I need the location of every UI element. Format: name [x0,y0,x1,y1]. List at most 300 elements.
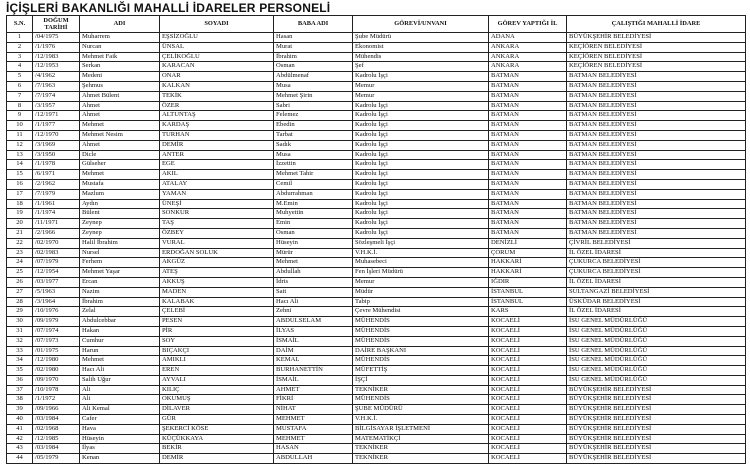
cell-father-name: M.Emin [274,199,353,209]
table-row [7,356,746,366]
cell-position: BİLGİSAYAR İŞLETMENİ [353,424,489,434]
cell-first-name: İbrahim [80,297,160,307]
cell-first-name: Ahmet [80,101,160,111]
table-row [7,121,746,131]
cell-first-name: Mehmet Faik [80,52,160,62]
cell-surname: PESEN [160,317,274,327]
cell-father-name: Ebedin [274,121,353,131]
cell-sn: 4 [7,62,33,72]
cell-surname: ALTUNTAŞ [160,111,274,121]
cell-sn: 37 [7,385,33,395]
cell-position: ŞUBE MÜDÜRÜ [353,405,489,415]
cell-position: Memur [353,81,489,91]
header-sn: S.N. [7,16,33,33]
cell-position: Kadrolu İşçi [353,150,489,160]
cell-position: Kadrolu İşçi [353,130,489,140]
cell-surname: KARDAŞ [160,121,274,131]
cell-surname: DİLAVER [160,405,274,415]
cell-local-authority: ÇUKURCA BELEDİYESİ [567,258,746,268]
cell-first-name: Hava [80,424,160,434]
cell-sn: 44 [7,454,33,464]
cell-sn: 22 [7,238,33,248]
cell-local-authority: BATMAN BELEDİYESİ [567,160,746,170]
cell-local-authority: BÜYÜKŞEHİR BELEDİYESİ [567,385,746,395]
cell-local-authority: ÜSKÜDAR BELEDİYESİ [567,297,746,307]
cell-first-name: Dicle [80,150,160,160]
table-row [7,81,746,91]
cell-province: KOCAELİ [489,346,567,356]
cell-sn: 6 [7,81,33,91]
cell-first-name: Mehmet [80,170,160,180]
cell-birth-date: /09/1979 [33,317,80,327]
cell-position: MATEMATİKÇİ [353,434,489,444]
cell-sn: 2 [7,42,33,52]
table-row [7,62,746,72]
cell-birth-date: /3/1969 [33,140,80,150]
cell-province: KOCAELİ [489,375,567,385]
table-row [7,415,746,425]
cell-father-name: Musa [274,150,353,160]
cell-first-name: İlyas [80,444,160,454]
cell-local-authority: BÜYÜKŞEHİR BELEDİYESİ [567,454,746,464]
cell-province: BATMAN [489,170,567,180]
cell-sn: 17 [7,189,33,199]
cell-local-authority: BATMAN BELEDİYESİ [567,170,746,180]
cell-surname: AKKUŞ [160,277,274,287]
cell-first-name: Ercan [80,277,160,287]
cell-birth-date: /5/1963 [33,287,80,297]
cell-first-name: Nazim [80,287,160,297]
cell-position: Kadrolu İşçi [353,111,489,121]
cell-surname: ÖZER [160,101,274,111]
table-row [7,150,746,160]
cell-sn: 42 [7,434,33,444]
cell-father-name: Mehmet Şirin [274,91,353,101]
table-header-row [7,16,746,33]
cell-position: Tabip [353,297,489,307]
cell-surname: YAMAN [160,189,274,199]
cell-first-name: Serkan [80,62,160,72]
cell-father-name: Musa [274,81,353,91]
cell-surname: ERDOĞAN SOLUK [160,248,274,258]
cell-sn: 23 [7,248,33,258]
cell-sn: 28 [7,297,33,307]
cell-position: Ekonomist [353,42,489,52]
cell-surname: EGE [160,160,274,170]
cell-local-authority: İSU GENEL MÜDÜRLÜĞÜ [567,317,746,327]
cell-position: MÜFETTİŞ [353,366,489,376]
cell-birth-date: /12/1971 [33,111,80,121]
cell-province: IĞDIR [489,277,567,287]
cell-sn: 39 [7,405,33,415]
cell-surname: KILIÇ [160,385,274,395]
cell-province: KARS [489,307,567,317]
cell-father-name: Sabri [274,101,353,111]
cell-father-name: AHMET [274,385,353,395]
cell-first-name: Hüseyin [80,434,160,444]
cell-first-name: Muharrem [80,33,160,43]
personnel-table [6,15,746,464]
cell-position: Kadrolu İşçi [353,199,489,209]
document-title: İÇİŞLERİ BAKANLIĞI MAHALLİ İDARELER PERSONELİ [6,1,331,15]
cell-father-name: Felemez [274,111,353,121]
cell-sn: 21 [7,228,33,238]
cell-local-authority: BATMAN BELEDİYESİ [567,111,746,121]
cell-father-name: Tarbat [274,130,353,140]
cell-province: İSTANBUL [489,287,567,297]
cell-first-name: Ahmet Bülent [80,91,160,101]
cell-position: MÜHENDİS [353,326,489,336]
table-row [7,444,746,454]
cell-province: KOCAELİ [489,444,567,454]
table-row [7,111,746,121]
cell-province: BATMAN [489,160,567,170]
cell-province: BATMAN [489,130,567,140]
header-surname: SOYADI [160,16,274,33]
cell-surname: PİR [160,326,274,336]
table-row [7,258,746,268]
cell-first-name: Halil İbrahim [80,238,160,248]
cell-province: BATMAN [489,72,567,82]
cell-first-name: Mehmet Nesim [80,130,160,140]
cell-father-name: İSMAİL [274,336,353,346]
cell-position: DAİRE BAŞKANI [353,346,489,356]
cell-birth-date: /1/1977 [33,121,80,131]
cell-surname: GÜR [160,415,274,425]
cell-father-name: Muhyettin [274,209,353,219]
cell-province: BATMAN [489,111,567,121]
cell-birth-date: /03/1984 [33,415,80,425]
cell-sn: 1 [7,33,33,43]
cell-first-name: Şehmus [80,81,160,91]
cell-province: ANKARA [489,52,567,62]
cell-father-name: Mürür [274,248,353,258]
cell-province: DENİZLİ [489,238,567,248]
cell-surname: ANTER [160,150,274,160]
cell-local-authority: BATMAN BELEDİYESİ [567,81,746,91]
table-row [7,277,746,287]
cell-sn: 7 [7,91,33,101]
cell-birth-date: /12/1970 [33,130,80,140]
cell-first-name: Medeni [80,72,160,82]
cell-local-authority: İSU GENEL MÜDÜRLÜĞÜ [567,375,746,385]
cell-father-name: Emin [274,219,353,229]
cell-sn: 40 [7,415,33,425]
cell-surname: TEKİK [160,91,274,101]
cell-sn: 34 [7,356,33,366]
cell-birth-date: /02/1980 [33,366,80,376]
cell-father-name: MEHMET [274,415,353,425]
cell-father-name: İSMAİL [274,375,353,385]
cell-birth-date: /03/1984 [33,444,80,454]
cell-local-authority: BATMAN BELEDİYESİ [567,219,746,229]
cell-birth-date: /4/1962 [33,72,80,82]
cell-birth-date: /07/1974 [33,326,80,336]
cell-surname: SOY [160,336,274,346]
cell-father-name: İLYAS [274,326,353,336]
cell-local-authority: İSU GENEL MÜDÜRLÜĞÜ [567,346,746,356]
cell-father-name: Murat [274,42,353,52]
cell-father-name: Hacı Ali [274,297,353,307]
cell-surname: AKIL [160,170,274,180]
table-row [7,91,746,101]
cell-father-name: ABDULSELAM [274,317,353,327]
cell-sn: 3 [7,52,33,62]
cell-birth-date: /12/1983 [33,52,80,62]
cell-father-name: DAİM [274,346,353,356]
cell-birth-date: /2/1966 [33,228,80,238]
table-row [7,238,746,248]
table-row [7,424,746,434]
cell-province: BATMAN [489,150,567,160]
cell-surname: DEMİR [160,454,274,464]
cell-sn: 24 [7,258,33,268]
cell-birth-date: /7/1979 [33,189,80,199]
cell-surname: AYVALI [160,375,274,385]
cell-position: Kadrolu İşçi [353,228,489,238]
table-row [7,33,746,43]
cell-position: MÜHENDİS [353,336,489,346]
cell-birth-date: /6/1971 [33,170,80,180]
cell-surname: BEKİR [160,444,274,454]
cell-birth-date: /12/1980 [33,356,80,366]
cell-local-authority: BATMAN BELEDİYESİ [567,130,746,140]
cell-sn: 8 [7,101,33,111]
cell-father-name: Osman [274,62,353,72]
table-row [7,160,746,170]
table-row [7,42,746,52]
cell-province: BATMAN [489,140,567,150]
cell-sn: 35 [7,366,33,376]
cell-local-authority: İL ÖZEL İDARESİ [567,307,746,317]
cell-surname: KARACAN [160,62,274,72]
cell-sn: 31 [7,326,33,336]
cell-sn: 9 [7,111,33,121]
cell-position: Çevre Mühendisi [353,307,489,317]
cell-local-authority: KEÇİÖREN BELEDİYESİ [567,52,746,62]
cell-position: Memur [353,277,489,287]
cell-sn: 41 [7,424,33,434]
cell-local-authority: BATMAN BELEDİYESİ [567,101,746,111]
cell-surname: ÜNSAL [160,42,274,52]
table-row [7,297,746,307]
cell-first-name: Cafer [80,415,160,425]
cell-first-name: Ali Kemal [80,405,160,415]
cell-province: HAKKARİ [489,258,567,268]
cell-province: ÇORUM [489,248,567,258]
cell-surname: OKUMUŞ [160,395,274,405]
cell-surname: KALKAN [160,81,274,91]
cell-father-name: FİKRİ [274,395,353,405]
cell-local-authority: İSU GENEL MÜDÜRLÜĞÜ [567,356,746,366]
cell-surname: MADEN [160,287,274,297]
cell-first-name: Kenan [80,454,160,464]
cell-local-authority: BATMAN BELEDİYESİ [567,72,746,82]
cell-surname: KALABAK [160,297,274,307]
table-row [7,405,746,415]
cell-surname: ATEŞ [160,268,274,278]
cell-province: ANKARA [489,62,567,72]
cell-province: KOCAELİ [489,356,567,366]
cell-birth-date: /10/1978 [33,385,80,395]
cell-province: BATMAN [489,189,567,199]
cell-first-name: Salih Uğur [80,375,160,385]
table-body [7,33,746,464]
cell-province: BATMAN [489,219,567,229]
cell-first-name: Mehmet Yaşar [80,268,160,278]
cell-sn: 30 [7,317,33,327]
cell-province: BATMAN [489,228,567,238]
cell-position: Kadrolu İşçi [353,179,489,189]
cell-father-name: MEHMET [274,434,353,444]
cell-birth-date: /3/1950 [33,150,80,160]
cell-province: KOCAELİ [489,326,567,336]
cell-position: V.H.K.İ. [353,248,489,258]
cell-position: Kadrolu İşçi [353,160,489,170]
cell-position: Muhasebeci [353,258,489,268]
cell-local-authority: BATMAN BELEDİYESİ [567,140,746,150]
cell-sn: 25 [7,268,33,278]
cell-birth-date: /05/1979 [33,454,80,464]
cell-birth-date: /02/1983 [33,248,80,258]
cell-father-name: Hüseyin [274,238,353,248]
cell-birth-date: /7/1974 [33,91,80,101]
cell-first-name: Hakan [80,326,160,336]
header-position: GÖREVİ/UNVANI [353,16,489,33]
table-row [7,130,746,140]
cell-birth-date: /09/1970 [33,375,80,385]
table-row [7,375,746,385]
cell-first-name: Gülseher [80,160,160,170]
cell-sn: 33 [7,346,33,356]
cell-local-authority: BATMAN BELEDİYESİ [567,209,746,219]
cell-first-name: Nursel [80,248,160,258]
cell-first-name: Zeynep [80,228,160,238]
cell-province: KOCAELİ [489,385,567,395]
cell-father-name: Abdullah [274,268,353,278]
cell-local-authority: BATMAN BELEDİYESİ [567,189,746,199]
table-row [7,395,746,405]
table-row [7,385,746,395]
cell-province: BATMAN [489,101,567,111]
cell-position: Müdür [353,287,489,297]
cell-local-authority: BÜYÜKŞEHİR BELEDİYESİ [567,395,746,405]
cell-province: BATMAN [489,179,567,189]
cell-birth-date: /2/1962 [33,179,80,189]
cell-province: BATMAN [489,121,567,131]
cell-surname: KÜÇÜKKAYA [160,434,274,444]
cell-first-name: Ahmet [80,111,160,121]
cell-position: Fen İşleri Müdürü [353,268,489,278]
cell-position: Kadrolu İşçi [353,72,489,82]
table-row [7,317,746,327]
cell-first-name: Ferhem [80,258,160,268]
cell-birth-date: /02/1970 [33,238,80,248]
cell-province: İSTANBUL [489,297,567,307]
cell-position: Memur [353,91,489,101]
cell-father-name: HASAN [274,444,353,454]
cell-father-name: BURHANETTİN [274,366,353,376]
cell-province: ADANA [489,33,567,43]
cell-sn: 36 [7,375,33,385]
header-first-name: ADI [80,16,160,33]
cell-birth-date: /1/1972 [33,395,80,405]
cell-province: KOCAELİ [489,434,567,444]
cell-father-name: ABDULLAH [274,454,353,464]
cell-surname: BIÇAKÇI [160,346,274,356]
cell-position: Şef [353,62,489,72]
cell-local-authority: BÜYÜKŞEHİR BELEDİYESİ [567,424,746,434]
cell-province: KOCAELİ [489,415,567,425]
cell-first-name: Harun [80,346,160,356]
cell-first-name: Abdulcebbar [80,317,160,327]
cell-local-authority: İL ÖZEL İDARESİ [567,277,746,287]
table-row [7,219,746,229]
cell-surname: ATALAY [160,179,274,189]
cell-father-name: İdris [274,277,353,287]
table-row [7,101,746,111]
cell-local-authority: İL ÖZEL İDARESİ [567,248,746,258]
cell-first-name: Cumhur [80,336,160,346]
cell-sn: 14 [7,160,33,170]
cell-local-authority: ÇİVRİL BELEDİYESİ [567,238,746,248]
cell-province: BATMAN [489,91,567,101]
table-row [7,52,746,62]
cell-sn: 10 [7,121,33,131]
cell-father-name: Abdurrahman [274,189,353,199]
cell-birth-date: /07/1973 [33,336,80,346]
cell-sn: 43 [7,444,33,454]
table-row [7,326,746,336]
cell-position: Kadrolu İşçi [353,209,489,219]
cell-birth-date: /10/1976 [33,307,80,317]
cell-local-authority: BÜYÜKŞEHİR BELEDİYESİ [567,33,746,43]
cell-province: KOCAELİ [489,336,567,346]
cell-local-authority: BATMAN BELEDİYESİ [567,199,746,209]
cell-position: Sözleşmeli İşçi [353,238,489,248]
cell-local-authority: İSU GENEL MÜDÜRLÜĞÜ [567,326,746,336]
cell-surname: ONAR [160,72,274,82]
cell-province: KOCAELİ [489,424,567,434]
cell-father-name: MUSTAFA [274,424,353,434]
cell-sn: 27 [7,287,33,297]
cell-local-authority: BÜYÜKŞEHİR BELEDİYESİ [567,444,746,454]
cell-sn: 16 [7,179,33,189]
cell-position: V.H.K.İ. [353,415,489,425]
cell-province: HAKKARİ [489,268,567,278]
table-row [7,209,746,219]
cell-first-name: Mehmet [80,356,160,366]
table-row [7,346,746,356]
cell-birth-date: /02/1968 [33,424,80,434]
header-province: GÖREV YAPTIĞI İL [489,16,567,33]
cell-position: MÜHENDİS [353,356,489,366]
cell-birth-date: /09/1966 [33,405,80,415]
table-row [7,287,746,297]
header-local-authority: ÇALIŞTIĞI MAHALLİ İDARE [567,16,746,33]
cell-local-authority: BATMAN BELEDİYESİ [567,228,746,238]
cell-father-name: Osman [274,228,353,238]
cell-surname: DEMİR [160,140,274,150]
cell-sn: 15 [7,170,33,180]
cell-first-name: Ali [80,385,160,395]
cell-local-authority: BÜYÜKŞEHİR BELEDİYESİ [567,405,746,415]
cell-surname: AMIKLI [160,356,274,366]
cell-position: MÜHENDİS [353,317,489,327]
cell-local-authority: ÇUKURCA BELEDİYESİ [567,268,746,278]
table-row [7,228,746,238]
cell-province: KOCAELİ [489,366,567,376]
